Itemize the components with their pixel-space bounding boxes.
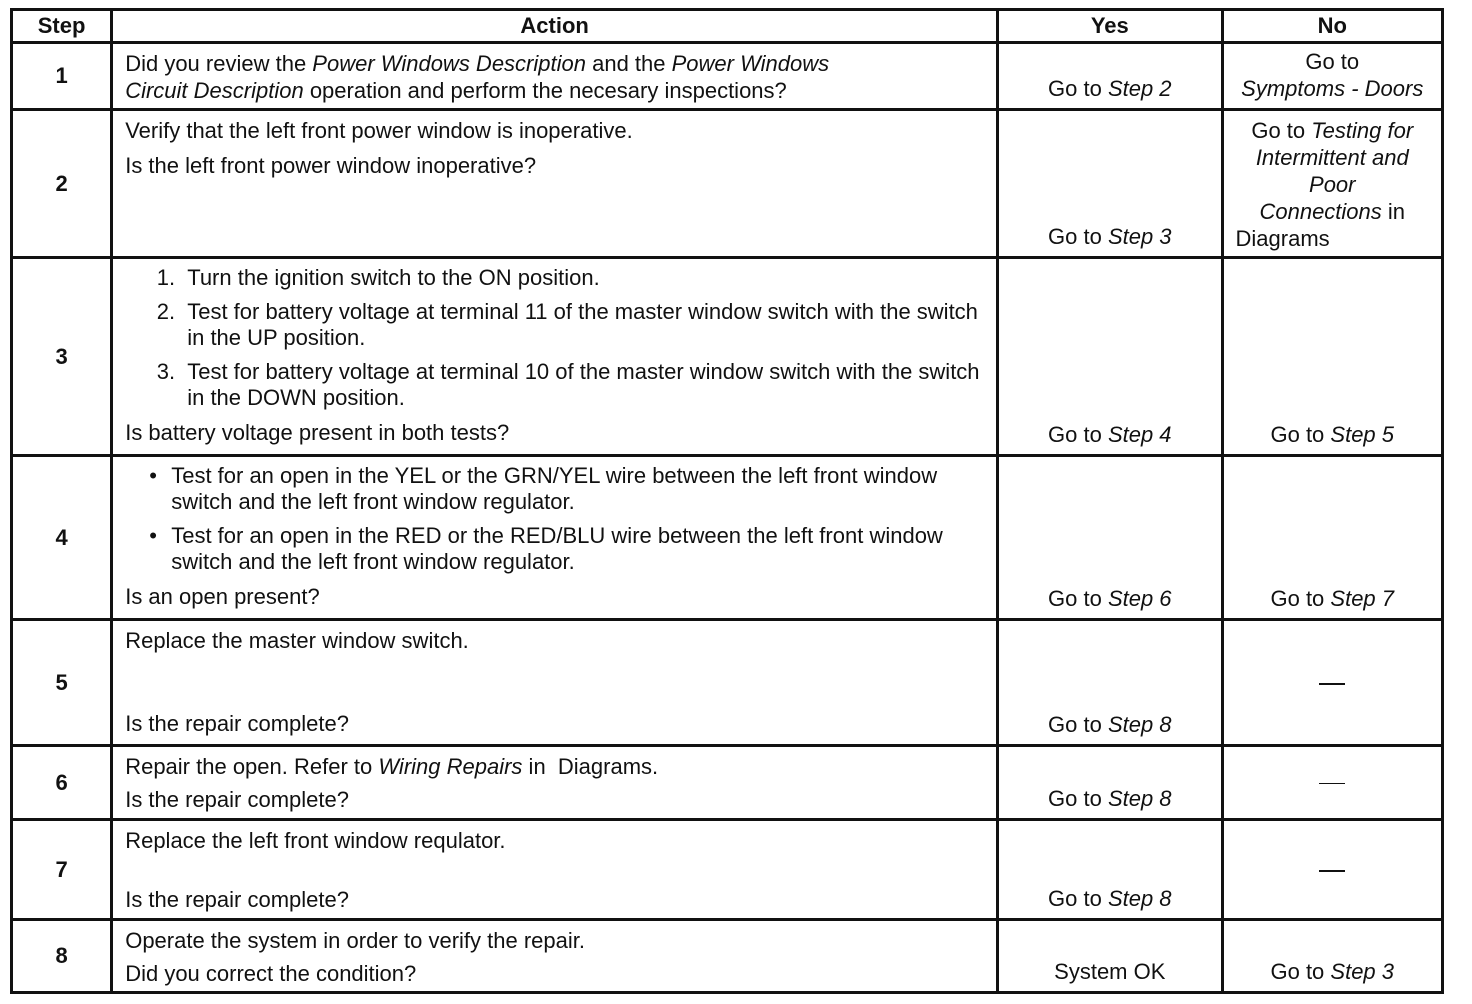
- dash-mark: [1319, 683, 1345, 685]
- header-row: [12, 10, 1443, 43]
- step-number: 5: [12, 620, 112, 746]
- instruction-list: [125, 265, 986, 411]
- action-cell: [112, 110, 998, 258]
- table-row: [12, 746, 1443, 820]
- table-row: [12, 620, 1443, 746]
- table-row: [12, 920, 1443, 993]
- bullet-icon: •: [149, 463, 157, 488]
- step-number: 4: [12, 456, 112, 620]
- action-cell: [112, 43, 998, 110]
- header-action: Action: [112, 10, 998, 43]
- action-text: Replace the master window switch.: [125, 628, 469, 653]
- yes-cell: Go to Step 8: [998, 820, 1222, 920]
- action-text: Replace the left front window requlator.: [125, 828, 506, 853]
- action-text: Did you review the Power Windows Description and the Power Windows: [125, 51, 830, 76]
- list-item: 1. Turn the ignition switch to the ON position.: [181, 265, 986, 291]
- action-cell: [112, 258, 998, 456]
- step-number: 2: [12, 110, 112, 258]
- list-item: 2. Test for battery voltage at terminal 11 of the master window switch with the switch in the UP position.: [181, 299, 986, 351]
- no-cell: Go to Step 7: [1222, 456, 1442, 620]
- step-number: 1: [12, 43, 112, 110]
- list-item: • Test for an open in the RED or the RED/BLU wire between the left front window switch and the left front window regulator.: [149, 523, 943, 574]
- action-cell: [112, 746, 998, 820]
- list-item: 3. Test for battery voltage at terminal 10 of the master window switch with the switch in the DOWN position.: [181, 359, 986, 411]
- diagnostic-table: [10, 8, 1444, 994]
- action-question: Is the repair complete?: [125, 711, 349, 736]
- yes-cell: Go to Step 4: [998, 258, 1222, 456]
- no-cell: Go to Step 3: [1222, 920, 1442, 993]
- no-cell: Go to Step 5: [1222, 258, 1442, 456]
- action-question: Circuit Description operation and perform the necesary inspections?: [125, 78, 787, 103]
- no-cell: Go to Testing for Intermittent and Poor Connections in Diagrams: [1222, 110, 1442, 258]
- yes-cell: Go to Step 3: [998, 110, 1222, 258]
- table-row: [12, 820, 1443, 920]
- action-cell: [112, 920, 998, 993]
- table-row: [12, 110, 1443, 258]
- header-step: Step: [12, 10, 112, 43]
- yes-cell: Go to Step 2: [998, 43, 1222, 110]
- no-cell: [1222, 820, 1442, 920]
- yes-cell: Go to Step 6: [998, 456, 1222, 620]
- header-no: No: [1222, 10, 1442, 43]
- action-question: Did you correct the condition?: [125, 961, 417, 986]
- list-item: • Test for an open in the YEL or the GRN/YEL wire between the left front window switch and the left front window regulator.: [149, 463, 938, 514]
- no-cell: [1222, 746, 1442, 820]
- action-question: Is the repair complete?: [125, 887, 349, 912]
- action-text: Operate the system in order to verify the repair.: [125, 928, 585, 953]
- action-question: Is the left front power window inoperative?: [125, 153, 537, 178]
- action-question: Is battery voltage present in both tests?: [125, 420, 510, 445]
- action-text: Verify that the left front power window is inoperative.: [125, 118, 633, 143]
- step-number: 8: [12, 920, 112, 993]
- step-number: 7: [12, 820, 112, 920]
- action-cell: [112, 620, 998, 746]
- dash-mark: [1319, 783, 1345, 784]
- bullet-icon: •: [149, 523, 157, 548]
- table-row: [12, 258, 1443, 456]
- dash-mark: [1319, 870, 1345, 872]
- no-cell: Go to Symptoms - Doors: [1222, 43, 1442, 110]
- step-number: 3: [12, 258, 112, 456]
- action-cell: [112, 456, 998, 620]
- table-row: [12, 456, 1443, 620]
- action-text: Repair the open. Refer to Wiring Repairs in Diagrams.: [125, 754, 659, 779]
- action-question: Is the repair complete?: [125, 787, 349, 812]
- instruction-list: [125, 463, 986, 575]
- step-number: 6: [12, 746, 112, 820]
- action-cell: [112, 820, 998, 920]
- yes-cell: Go to Step 8: [998, 746, 1222, 820]
- yes-cell: System OK: [998, 920, 1222, 993]
- table-row: [12, 43, 1443, 110]
- yes-cell: Go to Step 8: [998, 620, 1222, 746]
- no-cell: [1222, 620, 1442, 746]
- action-question: Is an open present?: [125, 584, 320, 609]
- header-yes: Yes: [998, 10, 1222, 43]
